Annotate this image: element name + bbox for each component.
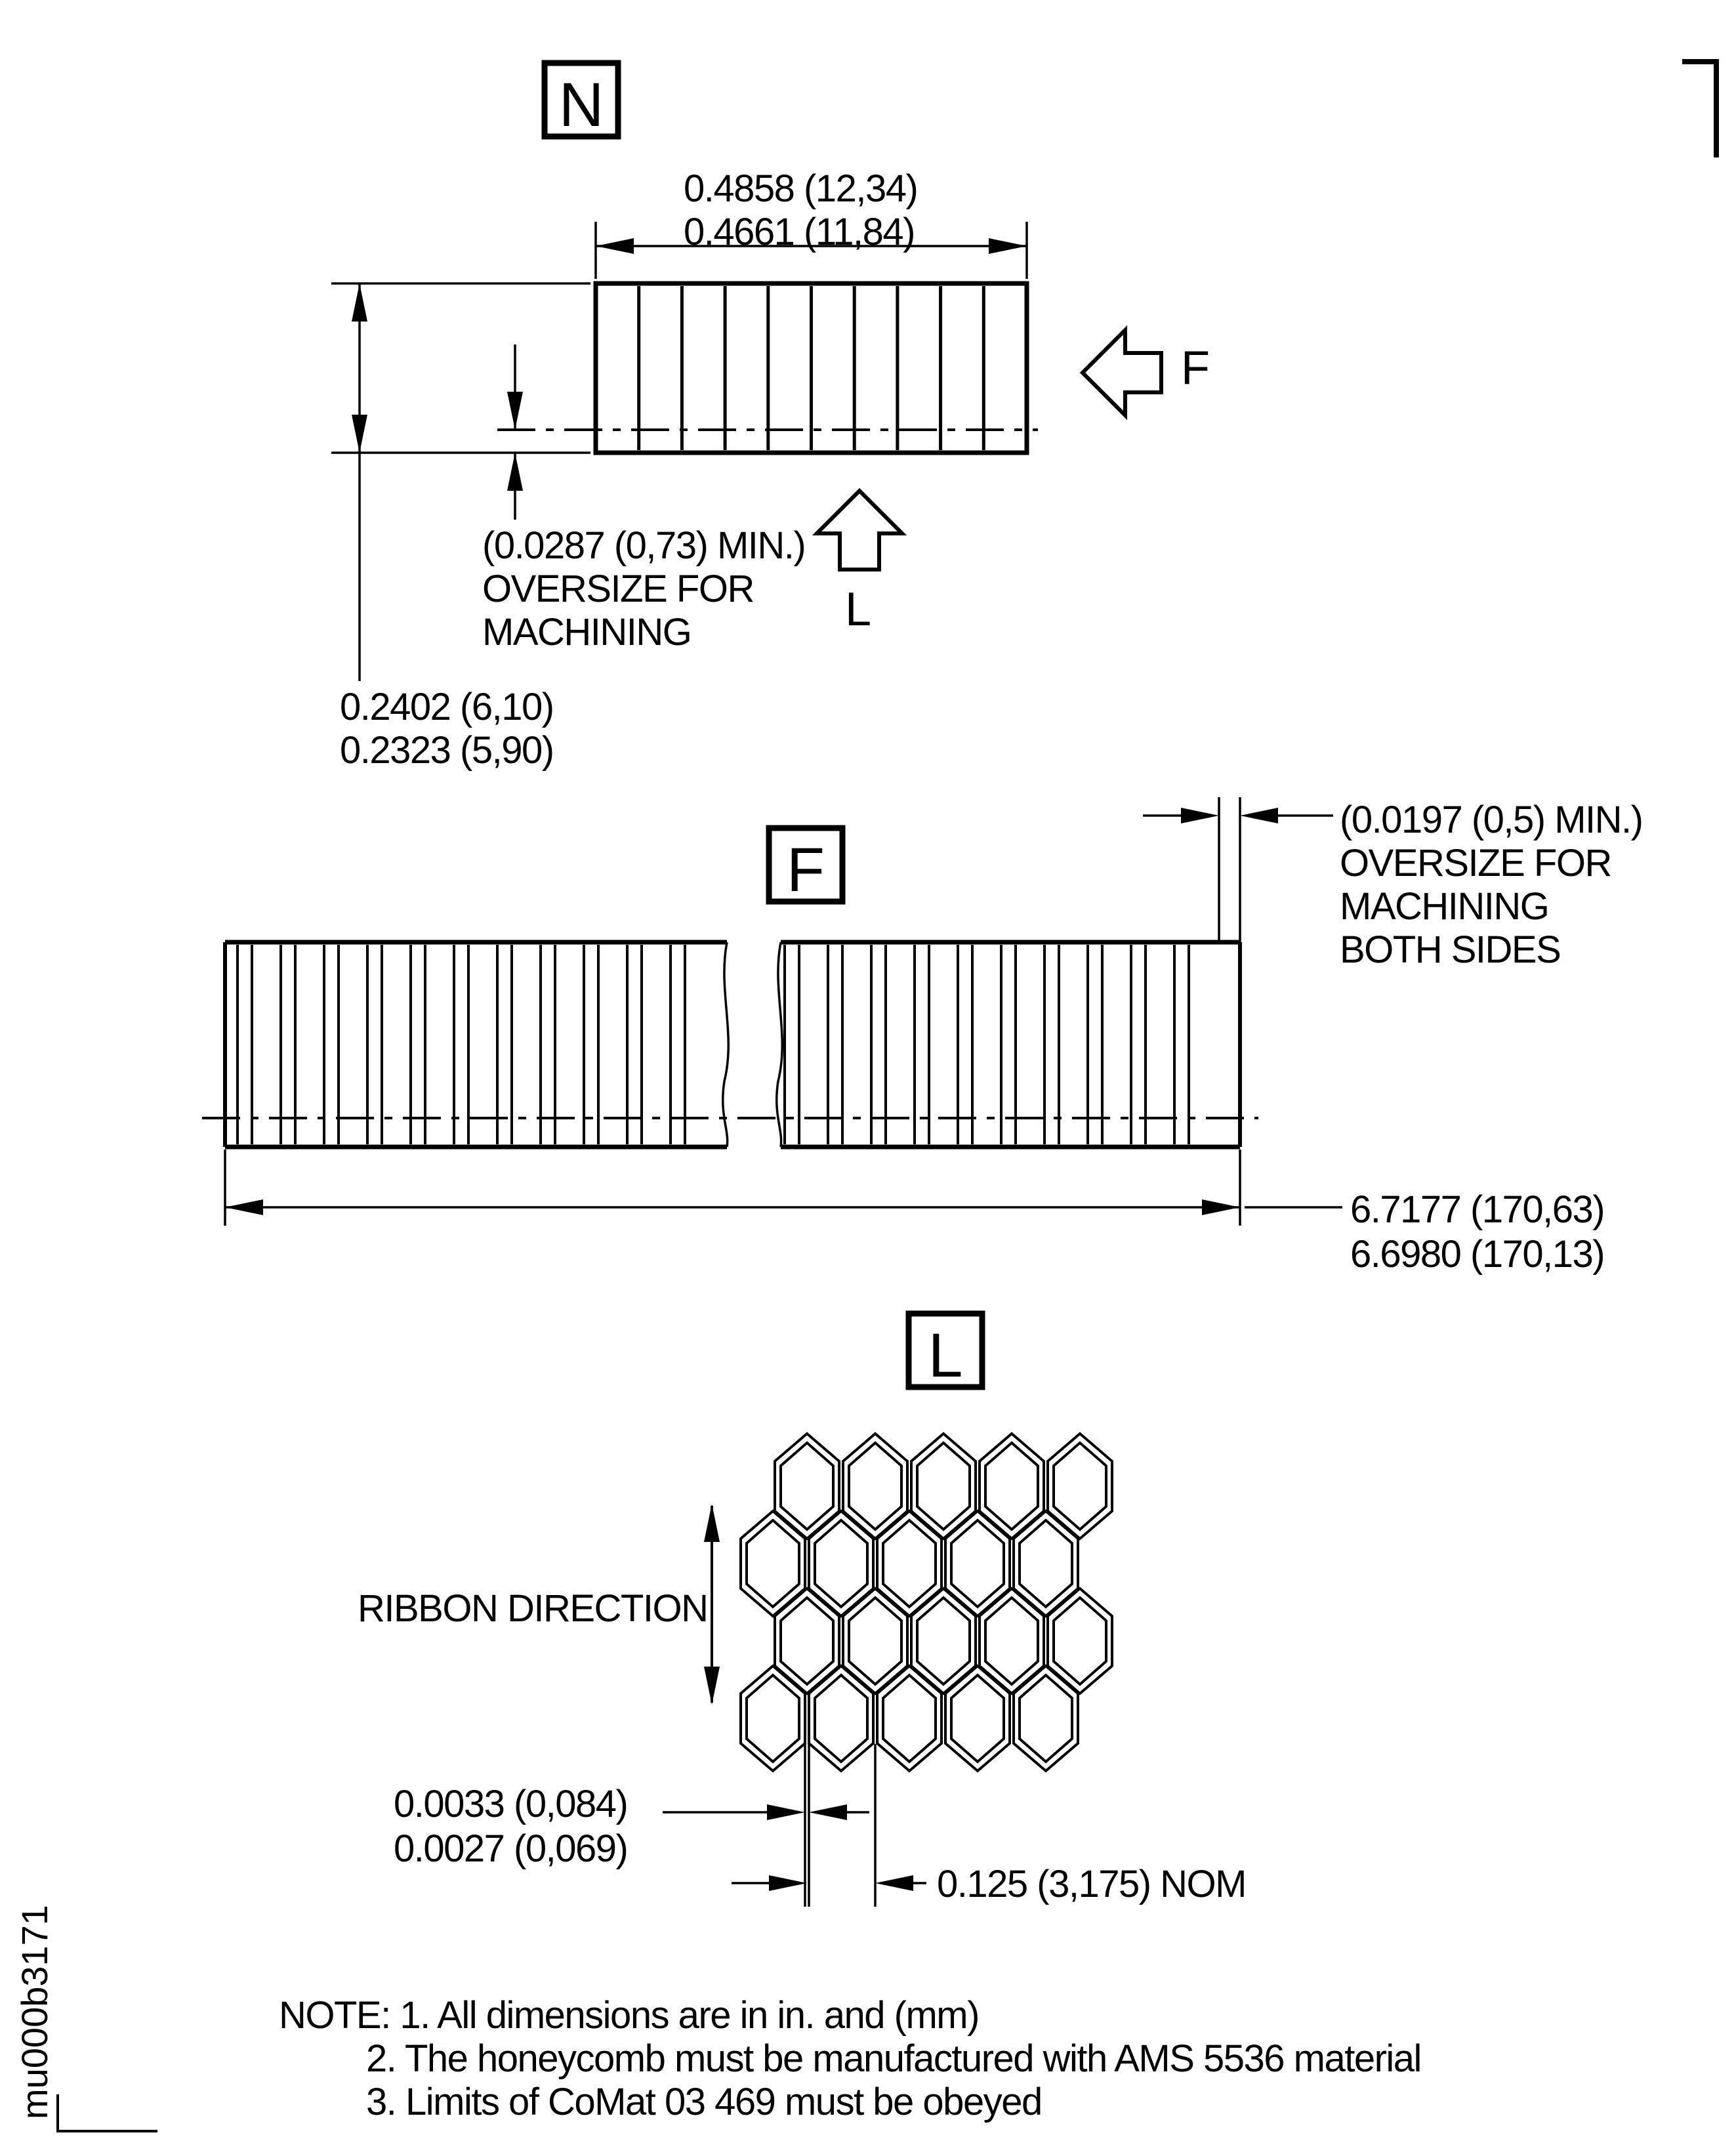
honeycomb-cell-outer [980,1589,1044,1693]
force-arrow-f-icon [1083,330,1161,415]
honeycomb-cell-outer [809,1666,873,1771]
document-id: mu000b3171 [14,1905,55,2119]
honeycomb-cell-outer [877,1511,941,1616]
cell-size-dimension [732,1875,926,1891]
force-f-label: F [1181,342,1210,394]
foil-thickness-dimension [663,1804,869,1820]
honeycomb-cell-inner [951,1675,1004,1762]
view-f-oversize-dimension [1143,797,1333,942]
honeycomb-cell-inner [815,1675,867,1762]
honeycomb-cell-inner [883,1675,936,1762]
honeycomb-cell-inner [1054,1443,1106,1529]
honeycomb-cell-inner [747,1675,799,1762]
honeycomb-cell-inner [951,1520,1004,1607]
view-f-length-dimension [225,1150,1342,1226]
f-length-dim-line1: 6.7177 (170,63) [1350,1188,1605,1231]
honeycomb-cell-outer [843,1589,907,1693]
view-f-cell-walls [238,945,1189,1144]
n-width-dim-line2: 0.4661 (11,84) [684,211,915,253]
corner-mark-top-right [1682,62,1716,157]
honeycomb-pattern [741,1434,1112,1771]
f-length-dim-line2: 6.6980 (170,13) [1350,1233,1605,1276]
honeycomb-cell-inner [849,1443,901,1529]
honeycomb-cell-outer [1048,1434,1112,1539]
n-oversize-note-line3: MACHINING [482,611,692,654]
honeycomb-cell-outer [945,1511,1010,1616]
honeycomb-cell-inner [1020,1675,1072,1762]
view-n-cell-walls [639,286,984,450]
note-line1: NOTE: 1. All dimensions are in in. and (mm) [279,1994,979,2037]
note-line2: 2. The honeycomb must be manufactured with AMS 5536 material [366,2037,1421,2080]
honeycomb-cell-outer [809,1511,873,1616]
foil-dim-line1: 0.0033 (0,084) [394,1783,628,1825]
cell-size-label: 0.125 (3,175) NOM [937,1863,1246,1905]
honeycomb-cell-inner [1020,1520,1072,1607]
honeycomb-cell-outer [1048,1589,1112,1693]
n-oversize-note-line2: OVERSIZE FOR [482,568,754,610]
corner-mark-bottom-left [58,2094,157,2131]
honeycomb-cell-outer [911,1589,976,1693]
ribbon-direction-label: RIBBON DIRECTION [358,1587,708,1630]
honeycomb-cell-outer [911,1434,976,1539]
honeycomb-cell-outer [945,1666,1010,1771]
honeycomb-cell-inner [917,1598,970,1684]
view-f-label: F [786,835,825,905]
honeycomb-cell-inner [781,1598,833,1684]
honeycomb-cell-inner [985,1443,1038,1529]
view-l-label: L [928,1321,963,1390]
force-arrow-l-icon [817,491,902,570]
honeycomb-cell-inner [815,1520,867,1607]
honeycomb-cell-outer [1014,1666,1078,1771]
view-n-label: N [558,70,604,140]
honeycomb-cell-outer [775,1589,839,1693]
honeycomb-cell-inner [849,1598,901,1684]
honeycomb-cell-outer [877,1666,941,1771]
honeycomb-cell-inner [985,1598,1038,1684]
note-line3: 3. Limits of CoMat 03 469 must be obeyed [366,2081,1042,2123]
honeycomb-cell-outer [1014,1511,1078,1616]
f-oversize-note-line1: (0.0197 (0,5) MIN.) [1340,799,1643,841]
f-oversize-note-line4: BOTH SIDES [1340,928,1561,971]
f-oversize-note-line2: OVERSIZE FOR [1340,842,1611,884]
honeycomb-cell-outer [775,1434,839,1539]
view-n-oversize-dimension [507,344,523,520]
honeycomb-cell-inner [883,1520,936,1607]
honeycomb-cell-outer [843,1434,907,1539]
honeycomb-cell-inner [747,1520,799,1607]
honeycomb-cell-outer [980,1434,1044,1539]
force-l-label: L [845,583,872,636]
n-height-dim-line2: 0.2323 (5,90) [340,729,554,772]
f-oversize-note-line3: MACHINING [1340,885,1549,928]
honeycomb-cell-inner [781,1443,833,1529]
honeycomb-cell-inner [1054,1598,1106,1684]
n-height-dim-line1: 0.2402 (6,10) [340,686,554,728]
honeycomb-cell-outer [741,1511,805,1616]
break-line-left [723,942,729,1147]
view-l-linework [663,1314,1112,1907]
honeycomb-cell-outer [741,1666,805,1771]
n-oversize-note-line1: (0.0287 (0,73) MIN.) [482,524,806,567]
foil-dim-line2: 0.0027 (0,069) [394,1827,628,1870]
honeycomb-cell-inner [917,1443,970,1529]
n-width-dim-line1: 0.4858 (12,34) [684,167,918,210]
break-line-right [777,942,783,1147]
